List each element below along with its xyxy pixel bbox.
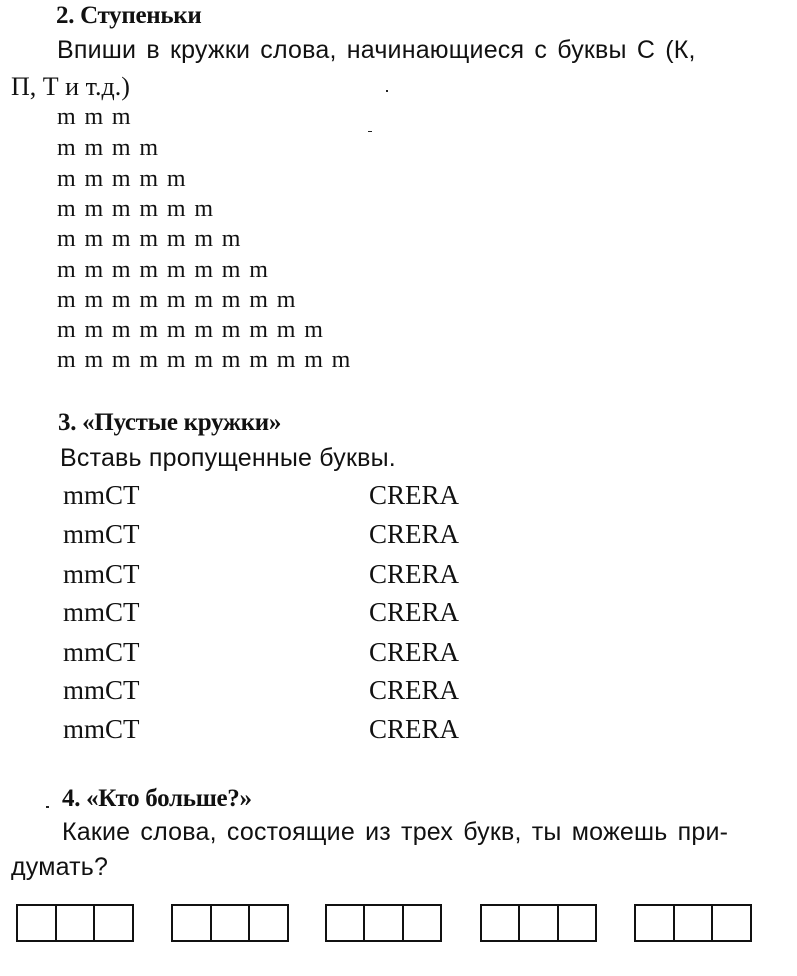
task4-question-line1: Какие слова, состоящие из трех букв, ты можешь при- <box>62 818 729 846</box>
letter-cell[interactable] <box>173 906 212 940</box>
letter-cell[interactable] <box>250 906 287 940</box>
left-word: mmCT <box>63 714 140 744</box>
right-word: CRERA <box>369 675 460 705</box>
steps-row: m m m m m m <box>57 196 214 222</box>
task3-heading: 3. «Пустые кружки» <box>58 409 282 436</box>
answer-box-group[interactable] <box>171 904 289 942</box>
right-word: CRERA <box>369 519 460 549</box>
letter-cell[interactable] <box>636 906 675 940</box>
letter-cell[interactable] <box>365 906 403 940</box>
steps-row: m m m m m m m m <box>57 257 269 283</box>
steps-row: m m m m m <box>57 166 186 192</box>
letter-cell[interactable] <box>520 906 558 940</box>
task4-heading: 4. «Кто больше?» <box>62 785 252 812</box>
answer-box-group[interactable] <box>325 904 442 942</box>
left-word: mmCT <box>63 519 140 549</box>
steps-row: m m m m m m m m m <box>57 287 296 313</box>
scan-speck <box>386 90 388 92</box>
left-word: mmCT <box>63 480 140 510</box>
steps-row: m m m m m m m <box>57 226 241 252</box>
steps-row: m m m m <box>57 135 159 161</box>
scan-speck <box>46 806 49 808</box>
answer-box-group[interactable] <box>480 904 597 942</box>
left-word: mmCT <box>63 559 140 589</box>
letter-cell[interactable] <box>404 906 440 940</box>
right-word: CRERA <box>369 714 460 744</box>
letter-cell[interactable] <box>95 906 132 940</box>
letter-cell[interactable] <box>212 906 251 940</box>
steps-row: m m m <box>57 104 132 130</box>
right-word: CRERA <box>369 637 460 667</box>
steps-row: m m m m m m m m m m <box>57 317 324 343</box>
letter-cell[interactable] <box>57 906 96 940</box>
left-word: mmCT <box>63 675 140 705</box>
left-word: mmCT <box>63 637 140 667</box>
letter-cell[interactable] <box>559 906 595 940</box>
letter-cell[interactable] <box>713 906 750 940</box>
right-word: CRERA <box>369 597 460 627</box>
answer-box-group[interactable] <box>16 904 134 942</box>
task2-heading: 2. Ступеньки <box>56 2 202 29</box>
right-word: CRERA <box>369 559 460 589</box>
letter-cell[interactable] <box>18 906 57 940</box>
letter-cell[interactable] <box>675 906 714 940</box>
steps-row: m m m m m m m m m m m <box>57 347 351 373</box>
scan-speck <box>368 131 372 132</box>
letter-cell[interactable] <box>482 906 520 940</box>
left-word: mmCT <box>63 597 140 627</box>
task2-instruction-line1: Впиши в кружки слова, начинающиеся с буквы С (К, <box>57 36 696 64</box>
task3-instruction: Вставь пропущенные буквы. <box>60 444 396 472</box>
task4-question-line2: думать? <box>11 853 109 881</box>
task2-instruction-line2: П, Т и т.д.) <box>11 72 130 101</box>
letter-cell[interactable] <box>327 906 365 940</box>
answer-box-group[interactable] <box>634 904 752 942</box>
right-word: CRERA <box>369 480 460 510</box>
